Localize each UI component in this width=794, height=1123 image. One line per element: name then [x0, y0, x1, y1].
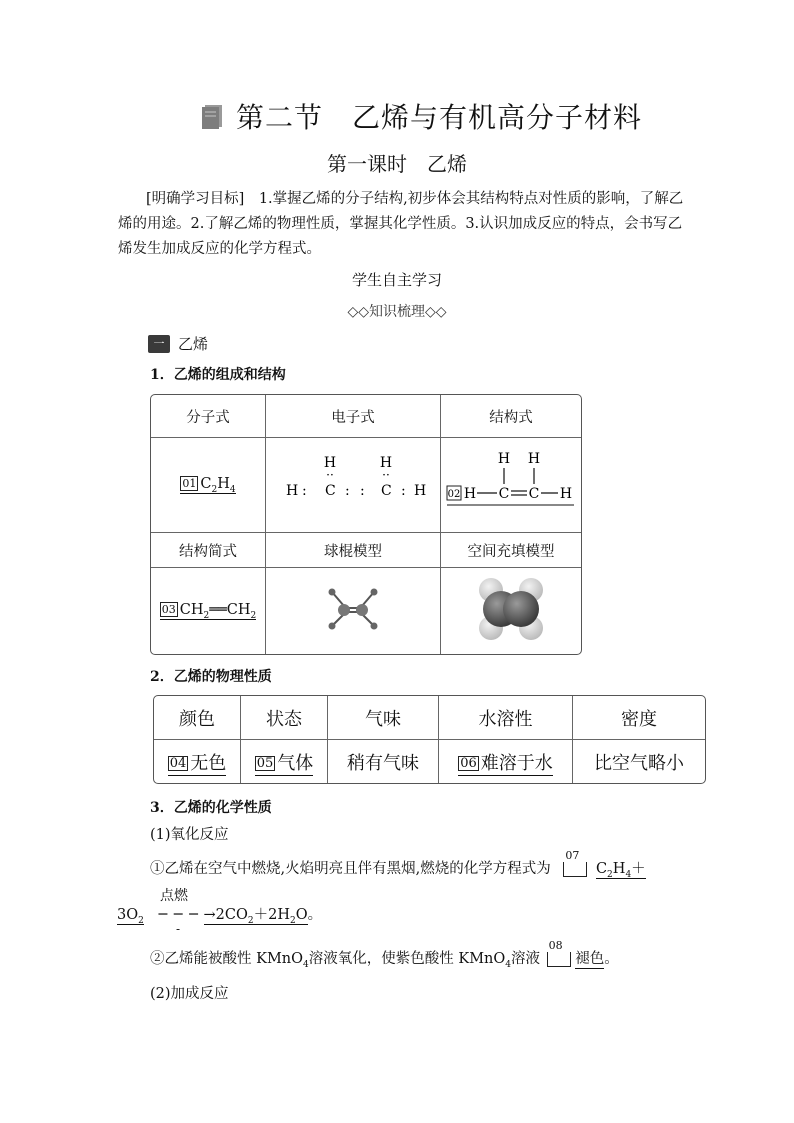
cell-state: 05 气体 [241, 740, 328, 783]
physical-properties-table [153, 695, 706, 784]
blank-06[interactable]: 06 [460, 756, 477, 771]
cell-ball-stick-model [266, 568, 441, 654]
sf-h-right: H [559, 486, 572, 502]
cell-molecular-formula [151, 438, 266, 533]
answer-03: 03 $CH_2══CH_2$ [161, 601, 257, 621]
header-structural-formula: 结构式 [441, 395, 581, 438]
ef-h-top-left: H [323, 455, 337, 471]
header-electron-formula: 电子式 [266, 395, 441, 438]
space-filling-model-image [471, 576, 551, 642]
electron-formula-diagram [278, 453, 428, 513]
ef-dots-right: ·· [382, 468, 390, 482]
cell-density: 比空气略小 [594, 752, 684, 774]
blank-07-box [563, 862, 587, 877]
addition-heading: (2)加成反应 [150, 986, 229, 1002]
part3-heading: 3．乙烯的化学性质 [150, 800, 272, 816]
ef-colon-4: : [401, 483, 406, 499]
combustion-condition: 点燃 [160, 888, 188, 904]
answer-01: 01 $C_2H_4$ [182, 475, 236, 495]
book-icon [200, 103, 224, 129]
topic-heading [148, 333, 208, 354]
blank-07-label[interactable]: 07 [565, 849, 580, 862]
answer-08 [547, 939, 571, 967]
ef-h-left: H [286, 483, 299, 499]
header-solubility: 水溶性 [439, 696, 573, 740]
equation-minus: - [176, 922, 181, 936]
ef-colon-3: : [360, 483, 365, 499]
header-density: 密度 [573, 696, 705, 740]
header-condensed-formula: 结构简式 [151, 533, 266, 568]
answer-07 [563, 849, 587, 877]
sf-h-top-left: H [497, 451, 510, 467]
equation-arrow-dash: ─ ─ ─ [158, 907, 199, 923]
blank-04[interactable]: 04 [169, 756, 187, 771]
answer-08-text: 褪色 [575, 951, 605, 967]
cell-space-filling-model [441, 568, 581, 654]
title-text: 第二节 乙烯与有机高分子材料 [236, 101, 643, 134]
ef-colon-1: : [302, 483, 307, 499]
sf-h-top-right: H [527, 451, 540, 467]
ef-c-left: C [325, 483, 336, 499]
ef-h-top-right: H [379, 455, 393, 471]
header-space-filling-model: 空间充填模型 [441, 533, 581, 568]
cell-structural-formula [441, 438, 581, 533]
sf-h-left: H [463, 486, 476, 502]
learning-objectives: [明确学习目标] 1.掌握乙烯的分子结构,初步体会其结构特点对性质的影响，了解乙烯的用途。2.了解乙烯的物理性质，掌握其化学性质。3.认识加成反应的特点，会书写乙烯发生加成反应的化学方程式。 [118, 191, 684, 257]
sf-c-right: C [528, 486, 539, 502]
equation-part1: $C_2H_4+$ [595, 861, 646, 880]
ef-c-right: C [381, 483, 392, 499]
topic-label: 乙烯 [178, 335, 209, 353]
ball-stick-model-image [318, 584, 388, 634]
cell-electron-formula [266, 438, 441, 533]
oxidation-heading: (1)氧化反应 [150, 827, 229, 843]
part2-heading: 2．乙烯的物理性质 [150, 669, 272, 685]
page-title [200, 96, 642, 136]
header-ball-stick-model: 球棍模型 [266, 533, 441, 568]
header-molecular-formula: 分子式 [151, 395, 266, 438]
equation-line: $3O_2$ ─ ─ ─ $\to 2CO_2+2H_2O$。 [117, 907, 323, 926]
blank-03[interactable]: 03 [161, 603, 176, 617]
blank-08-label[interactable]: 08 [548, 939, 563, 952]
kmno4-line: ②乙烯能被酸性 KMnO$_4$溶液氧化，使紫色酸性 KMnO$_4$溶液 08 褪色。 [150, 939, 619, 970]
cell-color: 04 无色 [154, 740, 241, 783]
topic-number-badge: 一 [148, 335, 170, 353]
blank-02[interactable]: 02 [447, 489, 460, 500]
ef-colon-2: : [345, 483, 350, 499]
ef-h-right: H [414, 483, 427, 499]
subtitle: 第一课时 乙烯 [327, 152, 467, 176]
subsection-title: ◇◇知识梳理◇◇ [347, 304, 447, 320]
header-state: 状态 [241, 696, 328, 740]
sf-c-left: C [498, 486, 509, 502]
cell-condensed-formula [151, 568, 266, 654]
blank-08-box [547, 952, 571, 967]
structure-table [150, 394, 582, 655]
blank-01[interactable]: 01 [182, 477, 197, 491]
equation-products: $\to 2CO_2+2H_2O$ [203, 907, 308, 926]
part1-heading: 1．乙烯的组成和结构 [150, 367, 286, 383]
ef-dots-left: ·· [326, 468, 334, 482]
header-color: 颜色 [154, 696, 241, 740]
structural-formula-diagram [444, 448, 579, 518]
cell-smell: 稍有气味 [328, 740, 439, 783]
cell-solubility: 06 难溶于水 [439, 740, 573, 783]
equation-part2: $3O_2$ [117, 907, 144, 926]
section-title: 学生自主学习 [351, 271, 442, 289]
combustion-line: ①乙烯在空气中燃烧,火焰明亮且伴有黑烟,燃烧的化学方程式为 07 $C_2H_4+$ [150, 849, 646, 880]
header-smell: 气味 [328, 696, 439, 740]
blank-05[interactable]: 05 [256, 756, 274, 771]
